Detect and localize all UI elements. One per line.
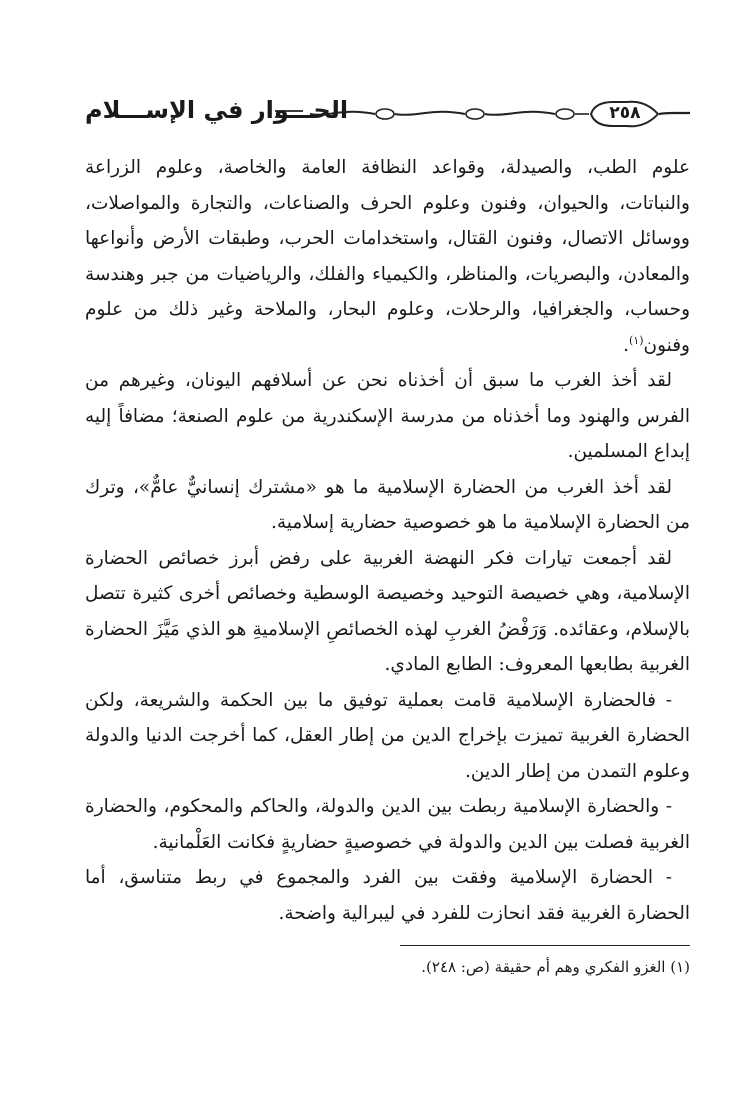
- paragraph-6: - والحضارة الإسلامية ربطت بين الدين والدولة، والحاكم والمحكوم، والحضارة الغربية فصلت بين الدين والدولة في خصوصيةٍ حضاريةٍ فكانت العَلْمانية.: [85, 796, 690, 853]
- footnote: (١) الغزو الفكري وهم أم حقيقة (ص: ٢٤٨).: [421, 958, 690, 976]
- paragraph-2: لقد أخذ الغرب ما سبق أن أخذناه نحن عن أسلافهم اليونان، وغيرهم من الفرس والهنود وما أخذناه من مدرسة الإسكندرية من علوم الصنعة؛ مضافاً إليه إبداع المسلمين.: [85, 370, 690, 462]
- book-page: [85, 92, 690, 1092]
- body-text: [85, 150, 690, 931]
- paragraph-4: لقد أجمعت تيارات فكر النهضة الغربية على رفض أبرز خصائص الحضارة الإسلامية، وهي خصيصة التوحيد وخصيصة الوسطية وخصائص أخرى كثيرة تتصل بالإسلام، وعقائده. وَرَفْضُ الغربِ لهذه الخصائصِ الإسلاميةِ هو الذي مَيَّزَ الحضارة الغربية بطابعها المعروف: الطابع المادي.: [85, 547, 690, 675]
- footnote-divider: [400, 945, 690, 946]
- paragraph-1-end: .: [623, 334, 629, 356]
- paragraph-5: - فالحضارة الإسلامية قامت بعملية توفيق ما بين الحكمة والشريعة، ولكن الحضارة الغربية تميزت بإخراج الدين من إطار العقل، كما أخرجت الدنيا والدولة وعلوم التمدن من إطار الدين.: [85, 689, 690, 782]
- page-number: ٢٥٨: [609, 103, 641, 123]
- running-title: الحـــوار في الإســـلام: [85, 96, 349, 124]
- paragraph-7: - الحضارة الإسلامية وفقت بين الفرد والمجموع في ربط متناسق، أما الحضارة الغربية فقد انحازت للفرد في ليبرالية واضحة.: [85, 867, 690, 924]
- paragraph-1-text: علوم الطب، والصيدلة، وقواعد النظافة العامة والخاصة، وعلوم الزراعة والنباتات، والحيوان، وفنون وعلوم الحرف والصناعات، والتجارة والمواصلات، ووسائل الاتصال، وفنون القتال، واستخدامات الحرب، وطبقات الأرض وأنواعها والمعادن، والبصريات، والمناظر، والكيمياء والفلك، والرياضيات من جبر وهندسة وحساب، والجغرافيا، والرحلات، وعلوم البحار، والملاحة وغير ذلك من علوم وفنون: [85, 157, 690, 356]
- paragraph-1: [85, 150, 690, 363]
- paragraph-3: لقد أخذ الغرب من الحضارة الإسلامية ما هو «مشترك إنسانيٌّ عامٌّ»، وترك من الحضارة الإسلامية ما هو خصوصية حضارية إسلامية.: [85, 476, 690, 533]
- footnote-reference: (١): [628, 333, 644, 347]
- page-header: [85, 92, 690, 136]
